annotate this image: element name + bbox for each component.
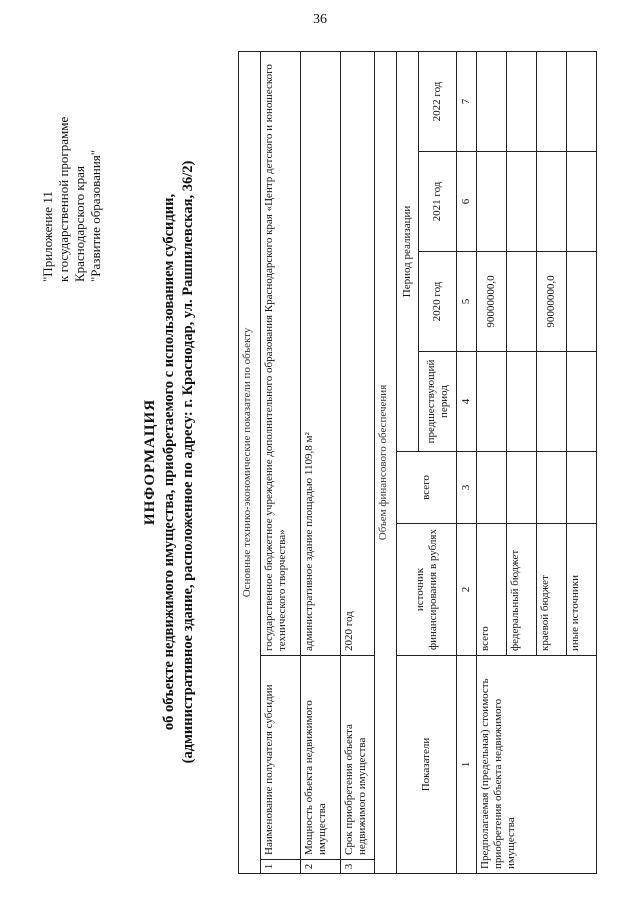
col-number: 7 — [457, 51, 477, 151]
header-period: Период реализации — [397, 51, 419, 451]
row-label: Срок приобретения объекта недвижимого имущества — [341, 656, 375, 860]
col-number: 2 — [457, 524, 477, 656]
source-2022 — [507, 51, 537, 151]
row-value: административное здание площадью 1109,8 м² — [301, 51, 341, 655]
source-2020: 90000000,0 — [477, 252, 507, 352]
source-previous — [507, 352, 537, 452]
heading-line-2: (административное здание, расположенное по адресу: г. Краснодар, ул. Рашпилевская, 36/2) — [180, 160, 196, 764]
document-heading — [140, 32, 198, 892]
source-previous — [567, 352, 597, 452]
section-title-main-indicators: Основные технико-экономические показатели по объекту — [239, 51, 261, 873]
appendix-line-4: "Развитие образования" — [88, 149, 103, 282]
source-2022 — [537, 51, 567, 151]
source-total — [567, 452, 597, 524]
info-table — [238, 51, 597, 874]
source-total — [477, 452, 507, 524]
source-2020: 90000000,0 — [537, 252, 567, 352]
source-total — [507, 452, 537, 524]
source-2020 — [567, 252, 597, 352]
source-2021 — [567, 152, 597, 252]
source-name: всего — [477, 524, 507, 656]
heading-title: ИНФОРМАЦИЯ — [142, 398, 158, 526]
appendix-line-1: "Приложение 11 — [40, 191, 55, 282]
info-table-wrap — [238, 52, 597, 874]
row-value: государственное бюджетное учреждение дополнительного образования Краснодарского края «Центр детского и юношеского технического творчества» — [261, 51, 301, 655]
row-number: 1 — [261, 860, 301, 874]
source-name: краевой бюджет — [537, 524, 567, 656]
col-number: 1 — [457, 656, 477, 874]
source-2022 — [477, 51, 507, 151]
table-row — [261, 51, 301, 873]
header-total: всего — [397, 452, 457, 524]
source-previous — [537, 352, 567, 452]
page-number: 36 — [313, 12, 327, 27]
source-2020 — [507, 252, 537, 352]
header-previous-period: предшествующий период — [419, 352, 457, 452]
column-number-row — [457, 51, 477, 873]
source-total — [537, 452, 567, 524]
appendix-line-3: Краснодарского края — [72, 166, 87, 282]
header-source: источник финансирования в рублях — [397, 524, 457, 656]
table-row — [341, 51, 375, 873]
appendix-line-2: к государственной программе — [56, 116, 71, 282]
col-number: 5 — [457, 252, 477, 352]
row-number: 2 — [301, 860, 341, 874]
header-2020: 2020 год — [419, 252, 457, 352]
source-name: иные источники — [567, 524, 597, 656]
row-number: 3 — [341, 860, 375, 874]
indicator-label: Предполагаемая (предельная) стоимость приобретения объекта недвижимого имущества — [477, 656, 597, 874]
col-number: 4 — [457, 352, 477, 452]
col-number: 3 — [457, 452, 477, 524]
source-name: федеральный бюджет — [507, 524, 537, 656]
source-2021 — [537, 152, 567, 252]
row-label: Мощность объекта недвижимого имущества — [301, 656, 341, 860]
row-value: 2020 год — [341, 51, 375, 655]
appendix-note — [40, 42, 104, 282]
source-2021 — [477, 152, 507, 252]
header-2021: 2021 год — [419, 152, 457, 252]
source-previous — [477, 352, 507, 452]
rotated-content — [20, 32, 620, 892]
table-row — [301, 51, 341, 873]
col-number: 6 — [457, 152, 477, 252]
section-title-funding: Объем финансового обеспечения — [375, 51, 397, 873]
heading-line-1: об объекте недвижимого имущества, приобретаемого с использованием субсидии, — [161, 193, 177, 731]
row-label: Наименование получателя субсидии — [261, 656, 301, 860]
source-2021 — [507, 152, 537, 252]
table-row — [477, 51, 507, 873]
header-indicators: Показатели — [397, 656, 457, 874]
source-2022 — [567, 51, 597, 151]
header-2022: 2022 год — [419, 51, 457, 151]
